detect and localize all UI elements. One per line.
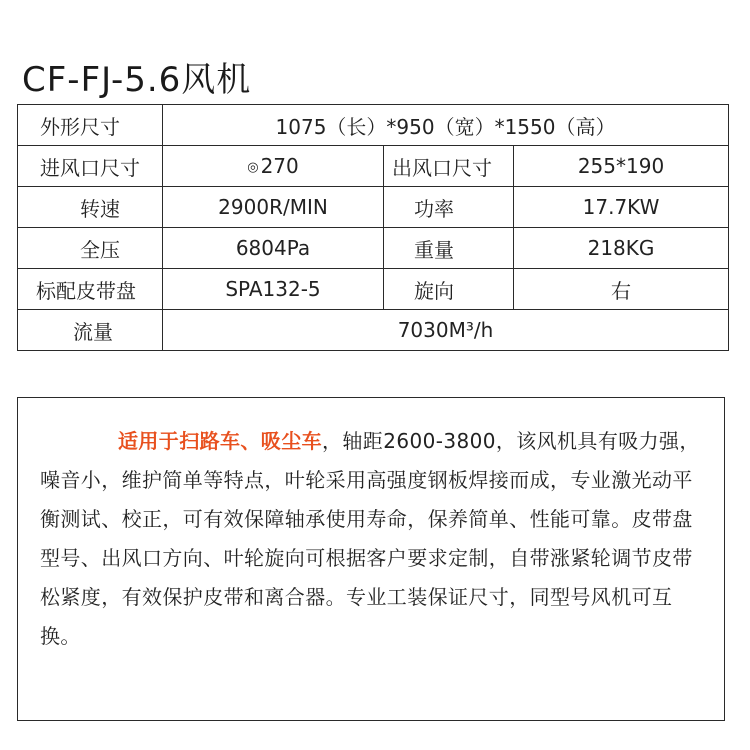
power-value: 17.7KW <box>514 187 729 228</box>
speed-value: 2900R/MIN <box>163 187 384 228</box>
size-value: 1075（长）*950（宽）*1550（高） <box>163 105 729 146</box>
pressure-value: 6804Pa <box>163 228 384 269</box>
inlet-label: 进风口尺寸 <box>18 146 163 187</box>
spec-row-pulley-rotation <box>18 269 729 310</box>
speed-label: 转速 <box>18 187 163 228</box>
application-highlight: 适用于扫路车、吸尘车 <box>118 429 322 453</box>
weight-label: 重量 <box>384 228 514 269</box>
spec-row-flow <box>18 310 729 351</box>
product-title: CF-FJ-5.6风机 <box>22 60 252 100</box>
power-label: 功率 <box>384 187 514 228</box>
outlet-value: 255*190 <box>514 146 729 187</box>
spec-row-ports <box>18 146 729 187</box>
pressure-label: 全压 <box>18 228 163 269</box>
outlet-label: 出风口尺寸 <box>384 146 514 187</box>
rotation-value: 右 <box>514 269 729 310</box>
inlet-value-cell <box>163 146 384 187</box>
size-label: 外形尺寸 <box>18 105 163 146</box>
spec-row-speed-power <box>18 187 729 228</box>
inlet-value: 270 <box>260 154 299 178</box>
spec-row-pressure-weight <box>18 228 729 269</box>
pulley-value: SPA132-5 <box>163 269 384 310</box>
description-body: ，轴距2600-3800，该风机具有吸力强，噪音小，维护简单等特点，叶轮采用高强度钢板焊接而成，专业激光动平衡测试、校正，可有效保障轴承使用寿命，保养简单、性能可靠。皮带盘型号、出风口方向、叶轮旋向可根据客户要求定制，自带涨紧轮调节皮带松紧度，有效保护皮带和离合器。专业工装保证尺寸，同型号风机可互换。 <box>40 429 700 648</box>
flow-label: 流量 <box>18 310 163 351</box>
weight-value: 218KG <box>514 228 729 269</box>
pulley-label: 标配皮带盘 <box>18 269 163 310</box>
spec-row-size <box>18 105 729 146</box>
description-paragraph <box>40 422 704 656</box>
flow-value: 7030M³/h <box>163 310 729 351</box>
rotation-label: 旋向 <box>384 269 514 310</box>
diameter-symbol: ◎ <box>247 160 259 175</box>
description-box <box>17 397 725 721</box>
spec-table <box>17 104 729 351</box>
